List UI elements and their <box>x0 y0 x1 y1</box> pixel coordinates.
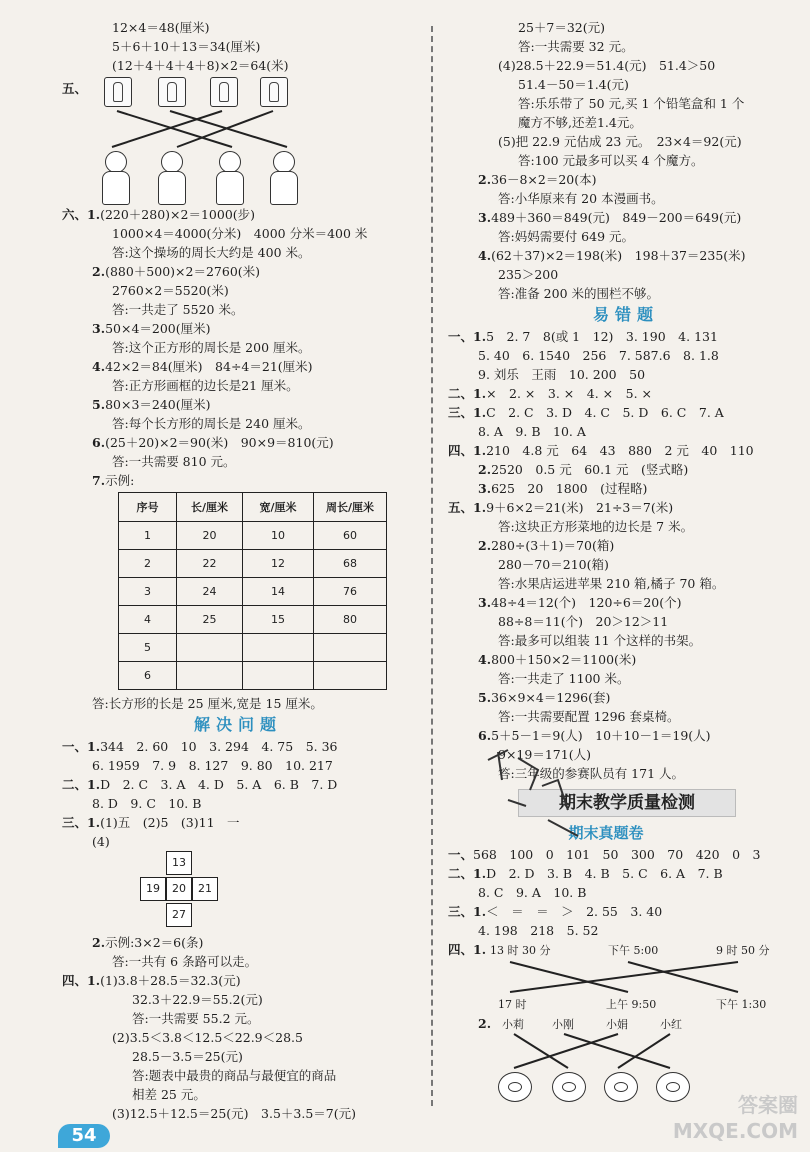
answer-line: 四、1.210 4.8 元 64 43 880 2 元 40 110 <box>448 443 754 458</box>
table-cell <box>177 662 243 690</box>
answer-line: 2.2520 0.5 元 60.1 元 (竖式略) <box>478 462 689 477</box>
question-label: 四、1. <box>448 942 487 957</box>
answer-line: 二、1.D 2. D 3. B 4. B 5. C 6. A 7. B <box>448 866 723 881</box>
table-cell: 22 <box>177 550 243 578</box>
answer-line: 25＋7＝32(元) <box>518 20 606 35</box>
answer-line: 6.5＋5－1＝9(人) 10＋10－1＝19(人) <box>478 728 711 743</box>
answer-line: (2)3.5＜3.8＜12.5＜22.9＜28.5 <box>112 1030 303 1045</box>
answer-line: 答:水果店运进苹果 210 箱,橘子 70 箱。 <box>498 576 725 591</box>
answer-line: 3.489＋360＝849(元) 849－200＝649(元) <box>478 210 742 225</box>
table-row <box>119 606 387 634</box>
answer-line: (4) <box>92 834 110 849</box>
section-heading-errors: 易错题 <box>592 305 659 324</box>
answer-line: 相差 25 元。 <box>132 1087 206 1102</box>
answer-line: 魔方不够,还差1.4元。 <box>518 115 642 130</box>
right-column <box>448 18 804 1124</box>
table-cell <box>314 634 387 662</box>
piggy-face-icon <box>604 1072 638 1102</box>
table-cell: 4 <box>119 606 177 634</box>
answer-line: 六、1.(220＋280)×2＝1000(步) <box>62 207 256 222</box>
answer-line: 3.48÷4＝12(个) 120÷6＝20(个) <box>478 595 682 610</box>
answer-line: 答:一共需要配置 1296 套桌椅。 <box>498 709 680 724</box>
answer-line: 5＋6＋10＋13＝34(厘米) <box>112 39 261 54</box>
answer-line: 答:一共需要 810 元。 <box>112 454 236 469</box>
answer-line: 88÷8＝11(个) 20＞12＞11 <box>498 614 669 629</box>
site-watermark: 答案圈 MXQE.COM <box>672 1093 798 1143</box>
table-header-row <box>119 493 387 522</box>
answer-line: 280－70＝210(箱) <box>498 557 609 572</box>
answer-line: (3)12.5＋12.5＝25(元) 3.5＋3.5＝7(元) <box>112 1106 356 1121</box>
answer-line: 4.800＋150×2＝1100(米) <box>478 652 637 667</box>
child-figure-icon <box>212 151 246 205</box>
answer-line: (12＋4＋4＋4＋8)×2＝64(米) <box>112 58 289 73</box>
answer-line: 6. 1959 7. 9 8. 127 9. 80 10. 217 <box>92 758 333 773</box>
answer-line: 三、1.(1)五 (2)5 (3)11 一 <box>62 815 240 830</box>
answer-line: 答:每个长方形的周长是 240 厘米。 <box>112 416 311 431</box>
answer-line: 答:妈妈需要付 649 元。 <box>498 229 635 244</box>
answer-line: 4.(62＋37)×2＝198(米) 198＋37＝235(米) <box>478 248 746 263</box>
answer-line: 答:小华原来有 20 本漫画书。 <box>498 191 664 206</box>
table-cell: 12 <box>243 550 314 578</box>
answer-line: 51.4－50＝1.4(元) <box>518 77 629 92</box>
table-cell: 68 <box>314 550 387 578</box>
cross-number-grid <box>132 851 414 933</box>
time-label: 13 时 30 分 <box>490 944 551 957</box>
grid-cell: 21 <box>192 877 218 901</box>
answer-line: 答:题表中最贵的商品与最便宜的商品 <box>132 1068 337 1083</box>
table-cell <box>243 662 314 690</box>
answer-line: 答:一共走了 1100 米。 <box>498 671 630 686</box>
answer-line: 7.示例: <box>92 473 135 488</box>
answer-line: 答:正方形画框的边长是21 厘米。 <box>112 378 299 393</box>
table-cell: 6 <box>119 662 177 690</box>
time-label: 上午 9:50 <box>606 998 657 1011</box>
answer-line: 一、1.5 2. 7 8(或 1 12) 3. 190 4. 131 <box>448 329 718 344</box>
section-five-matching <box>62 75 414 205</box>
table-cell <box>243 634 314 662</box>
answer-line: 8. D 9. C 10. B <box>92 796 202 811</box>
answer-line: 一、1.344 2. 60 10 3. 294 4. 75 5. 36 <box>62 739 338 754</box>
time-label: 下午 5:00 <box>608 944 659 957</box>
table-cell: 14 <box>243 578 314 606</box>
answer-line: 三、1.＜ ＝ ＝ ＞ 2. 55 3. 40 <box>448 904 663 919</box>
time-label: 9 时 50 分 <box>716 944 770 957</box>
answer-line: 9×19＝171(人) <box>498 747 591 762</box>
question-label: 2. <box>478 1016 492 1031</box>
table-row <box>119 522 387 550</box>
answer-line: 2.280÷(3＋1)＝70(箱) <box>478 538 615 553</box>
table-cell: 25 <box>177 606 243 634</box>
name-label: 小莉 <box>502 1018 524 1031</box>
answer-line: 6.(25＋20)×2＝90(米) 90×9＝810(元) <box>92 435 334 450</box>
answer-line: 28.5－3.5＝25(元) <box>132 1049 243 1064</box>
table-row <box>119 578 387 606</box>
answer-line: 五、1.9＋6×2＝21(米) 21÷3＝7(米) <box>448 500 674 515</box>
answer-line: (4)28.5＋22.9＝51.4(元) 51.4＞50 <box>498 58 716 73</box>
answer-line: 9. 刘乐 王雨 10. 200 50 <box>478 367 646 382</box>
answer-line: 12×4＝48(厘米) <box>112 20 210 35</box>
handwriting-scribble <box>478 740 588 860</box>
answer-line: 答:一共需要 55.2 元。 <box>132 1011 260 1026</box>
grid-cell: 27 <box>166 903 192 927</box>
answer-line: 3.625 20 1800 (过程略) <box>478 481 648 496</box>
left-column <box>62 18 414 1123</box>
name-label: 小娟 <box>606 1018 628 1031</box>
time-label: 下午 1:30 <box>716 998 767 1011</box>
table-cell: 80 <box>314 606 387 634</box>
table-header: 周长/厘米 <box>314 493 387 522</box>
table-header: 宽/厘米 <box>243 493 314 522</box>
clock-matching <box>448 940 804 1014</box>
table-header: 序号 <box>119 493 177 522</box>
child-figure-icon <box>154 151 188 205</box>
answer-line: 答:这个正方形的周长是 200 厘米。 <box>112 340 311 355</box>
answer-line: 8. C 9. A 10. B <box>478 885 587 900</box>
answer-line: (5)把 22.9 元估成 23 元。 23×4＝92(元) <box>498 134 742 149</box>
answer-line: 32.3＋22.9＝55.2(元) <box>132 992 263 1007</box>
exam-subbanner: 期末真题卷 <box>568 824 644 842</box>
answer-line: 一、568 100 0 101 50 300 70 420 0 3 <box>448 847 761 862</box>
answer-line: 5. 40 6. 1540 256 7. 587.6 8. 1.8 <box>478 348 719 363</box>
table-header: 长/厘米 <box>177 493 243 522</box>
answer-line: 5.80×3＝240(厘米) <box>92 397 211 412</box>
answer-line: 2.36－8×2＝20(本) <box>478 172 597 187</box>
name-label: 小红 <box>660 1018 682 1031</box>
answer-line: 三、1.C 2. C 3. D 4. C 5. D 6. C 7. A <box>448 405 724 420</box>
name-label: 小刚 <box>552 1018 574 1031</box>
answer-line: 1000×4＝4000(分米) 4000 分米＝400 米 <box>112 226 368 241</box>
table-cell: 1 <box>119 522 177 550</box>
table-cell: 15 <box>243 606 314 634</box>
answer-line: 5.36×9×4＝1296(套) <box>478 690 611 705</box>
answer-line: 答:一共走了 5520 米。 <box>112 302 244 317</box>
section-five-label: 五、 <box>62 81 88 96</box>
answer-line: 2760×2＝5520(米) <box>112 283 229 298</box>
answer-line: 答:这块正方形菜地的边长是 7 米。 <box>498 519 694 534</box>
answer-line: 四、1.(1)3.8＋28.5＝32.3(元) <box>62 973 241 988</box>
table-row <box>119 550 387 578</box>
answer-line: 答:100 元最多可以买 4 个魔方。 <box>518 153 704 168</box>
grid-cell: 19 <box>140 877 166 901</box>
child-figure-icon <box>98 151 132 205</box>
answer-line: 答:准备 200 米的围栏不够。 <box>498 286 660 301</box>
table-cell: 60 <box>314 522 387 550</box>
answer-line: 4. 198 218 5. 52 <box>478 923 599 938</box>
grid-cell: 20 <box>166 877 192 901</box>
answer-line: 答:一共有 6 条路可以走。 <box>112 954 258 969</box>
section-six <box>62 205 414 490</box>
table-cell <box>314 662 387 690</box>
piggy-face-icon <box>498 1072 532 1102</box>
answer-line: 答:一共需要 32 元。 <box>518 39 634 54</box>
answer-line: 8. A 9. B 10. A <box>478 424 586 439</box>
answer-line: 答:最多可以组装 11 个这样的书架。 <box>498 633 702 648</box>
answer-line: 二、1.D 2. C 3. A 4. D 5. A 6. B 7. D <box>62 777 338 792</box>
answer-line: 2.(880＋500)×2＝2760(米) <box>92 264 261 279</box>
table-cell: 20 <box>177 522 243 550</box>
piggy-face-icon <box>552 1072 586 1102</box>
table-cell: 2 <box>119 550 177 578</box>
table-row <box>119 662 387 690</box>
answer-line: 二、1.× 2. × 3. × 4. × 5. × <box>448 386 653 401</box>
answer-line: 答:长方形的长是 25 厘米,宽是 15 厘米。 <box>92 696 323 711</box>
answer-line: 答:乐乐带了 50 元,买 1 个铅笔盒和 1 个 <box>518 96 745 111</box>
time-label: 17 时 <box>498 998 527 1011</box>
section-heading-solve: 解决问题 <box>193 715 282 734</box>
table-cell: 10 <box>243 522 314 550</box>
table-cell: 76 <box>314 578 387 606</box>
exam-banner: 期末教学质量检测 <box>518 789 736 817</box>
child-figure-icon <box>266 151 300 205</box>
page-number-badge: 54 <box>58 1124 110 1148</box>
table-cell: 5 <box>119 634 177 662</box>
answer-line: 答:三年级的参赛队员有 171 人。 <box>498 766 685 781</box>
table-row <box>119 634 387 662</box>
answer-line: 235＞200 <box>498 267 559 282</box>
table-cell: 3 <box>119 578 177 606</box>
answer-line: 2.示例:3×2＝6(条) <box>92 935 204 950</box>
table-cell <box>177 634 243 662</box>
column-divider <box>431 26 433 1106</box>
answer-line: 答:这个操场的周长大约是 400 米。 <box>112 245 311 260</box>
answer-line: 4.42×2＝84(厘米) 84÷4＝21(厘米) <box>92 359 313 374</box>
answer-line: 3.50×4＝200(厘米) <box>92 321 211 336</box>
grid-cell: 13 <box>166 851 192 875</box>
table-cell: 24 <box>177 578 243 606</box>
rectangle-table <box>118 492 387 690</box>
